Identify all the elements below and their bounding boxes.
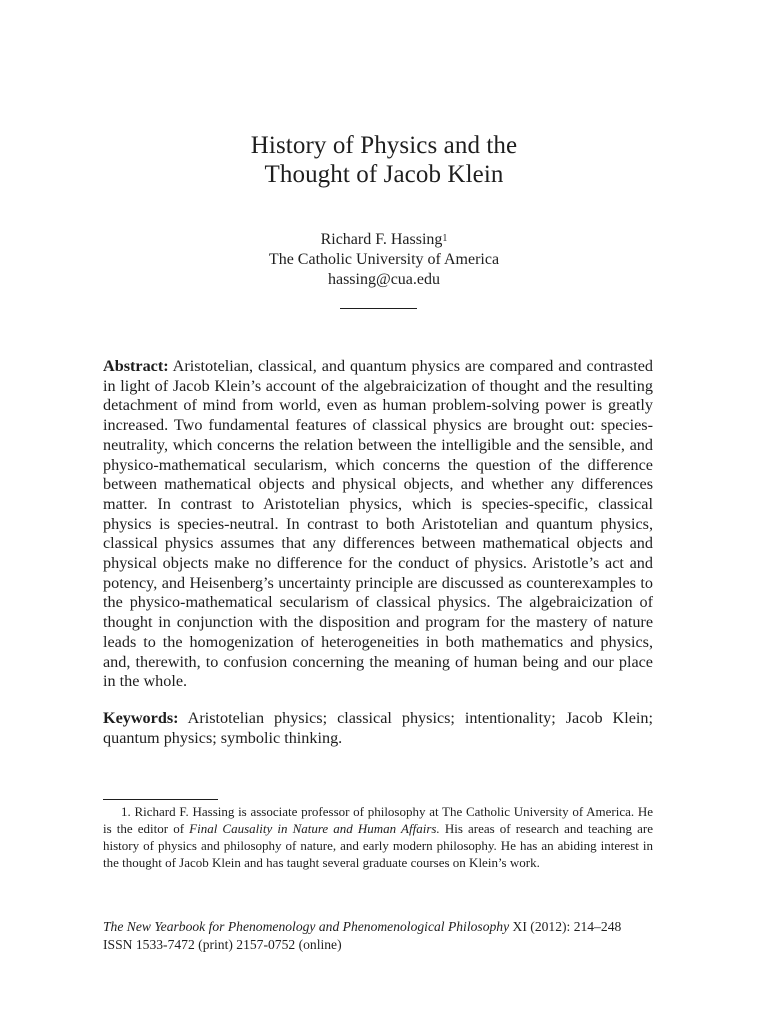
author-block (0, 230, 768, 290)
paper-title-line-1: History of Physics and the (250, 132, 518, 159)
footnote-paragraph (103, 803, 653, 871)
keywords-label: Keywords: (103, 709, 179, 727)
abstract-label: Abstract: (103, 357, 169, 375)
footnote-text-after: His areas of research and teaching are history of physics and philosophy of nature, and early modern philosophy. He has an abiding interest in the thought of Jacob Klein and has taught several graduate courses on Klein’s work. (103, 821, 653, 870)
journal-line (103, 918, 663, 936)
keywords-text: Aristotelian physics; classical physics; intentionality; Jacob Klein; quantum physics; symbolic thinking. (103, 709, 654, 747)
paper-title (0, 131, 768, 189)
keywords-paragraph (103, 709, 653, 748)
journal-name: The New Yearbook for Phenomenology and Phenomenological Philosophy (103, 919, 510, 934)
footnote-text-before: Richard F. Hassing is associate professor of philosophy at The Catholic University of America. He is the editor of (103, 804, 654, 836)
author-footnote-marker: 1 (442, 233, 448, 244)
abstract-text: Aristotelian, classical, and quantum physics are compared and contrasted in light of Jacob Klein’s account of the algebraicization of thought and the resulting detachment of mind from world, even as human problem-solving power is greatly increased. Two fundamental features of classical physics are brought out: species-neutrality, which concerns the relation between the intelligible and the sensible, and physico-mathematical secularism, which concerns the question of the difference between mathematical objects and physical objects, and whether any differences matter. In contrast to Aristotelian physics, which is species-specific, classical physics is species-neutral. In contrast to both Aristotelian and quantum physics, classical physics assumes that any differences between mathematical objects and physical objects make no difference for the conduct of physics. Aristotle’s act and potency, and Heisenberg’s uncertainty principle are discussed as counterexamples to the physico-mathematical secularism of classical physics. The algebraicization of thought in conjunction with the disposition and program for the mastery of nature leads to the homogenization of heterogeneities in both mathematics and physics, and, therewith, to confusion concerning the meaning of human being and our place in the whole. (103, 357, 653, 691)
author-email: hassing@cua.edu (327, 271, 441, 288)
title-divider (340, 308, 417, 309)
footnote-number: 1. (121, 804, 131, 819)
author-affiliation: The Catholic University of America (268, 251, 500, 268)
footnote-book-title: Final Causality in Nature and Human Affairs. (189, 821, 440, 836)
journal-volume: XI (2012): 214–248 (512, 919, 622, 934)
journal-issn: ISSN 1533-7472 (print) 2157-0752 (online) (103, 937, 342, 952)
paper-title-line-2: Thought of Jacob Klein (264, 161, 504, 188)
journal-citation (103, 918, 663, 954)
abstract-paragraph (103, 357, 653, 692)
author-name: Richard F. Hassing (320, 231, 443, 248)
footnote-divider (103, 799, 218, 800)
author-name-line (0, 230, 768, 250)
